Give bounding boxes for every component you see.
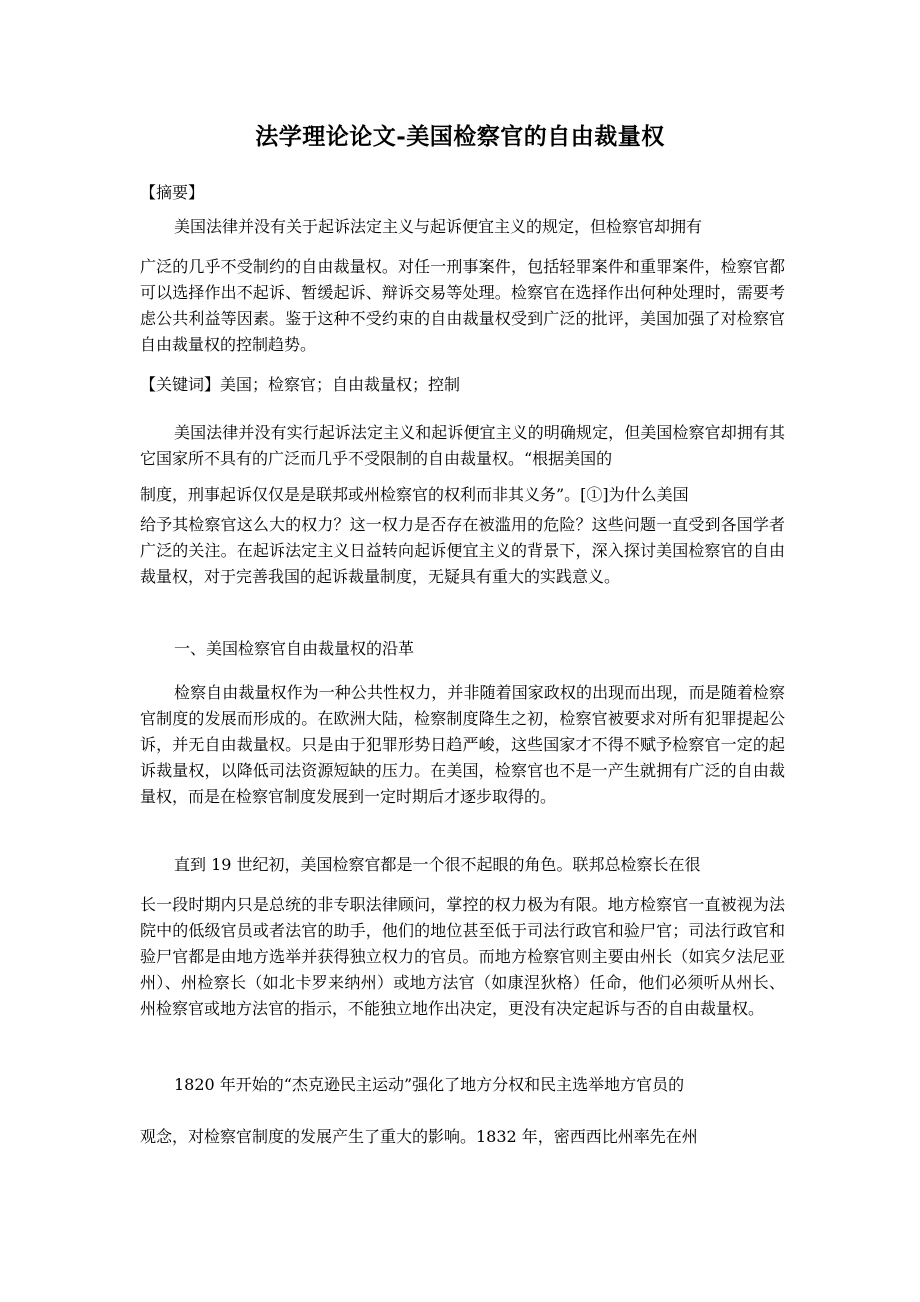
abstract-label: 【摘要】	[140, 183, 205, 202]
section1-paragraph3-line2: 观念，对检察官制度的发展产生了重大的影响。1832 年，密西西比州率先在州	[140, 1127, 698, 1146]
section1-paragraph2-body: 长一段时期内只是总统的非专职法律顾问，掌控的权力极为有限。地方检察官一直被视为法院中的低级官员或者法官的助手，他们的地位甚至低于司法行政官和验尸官；司法行政官和验尸官都是由地方选举并获得独立权力的官员。而地方检察官则主要由州长（如宾夕法尼亚州）、州检察长（如北卡罗来纳州）或地方法官（如康涅狄格）任命，他们必须听从州长、州检察官或地方法官的指示，不能独立地作出决定，更没有决定起诉与否的自由裁量权。	[140, 895, 785, 1018]
intro-paragraph-part3: 给予其检察官这么大的权力？这一权力是否存在被滥用的危险？这些问题一直受到各国学者广泛的关注。在起诉法定主义日益转向起诉便宜主义的背景下，深入探讨美国检察官的自由裁量权，对于完善我国的起诉裁量制度，无疑具有重大的实践意义。	[140, 515, 785, 586]
abstract-first-line: 美国法律并没有关于起诉法定主义与起诉便宜主义的规定，但检察官却拥有	[174, 217, 703, 236]
document-title: 法学理论论文-美国检察官的自由裁量权	[255, 123, 665, 150]
section-heading: 一、美国检察官自由裁量权的沿革	[174, 639, 415, 658]
section1-paragraph3-line1: 1820 年开始的“杰克逊民主运动”强化了地方分权和民主选举地方官员的	[174, 1075, 685, 1094]
intro-paragraph-part1: 美国法律并没有实行起诉法定主义和起诉便宜主义的明确规定，但美国检察官却拥有其它国家所不具有的广泛而几乎不受限制的自由裁量权。“根据美国的	[140, 423, 785, 468]
keywords-line: 【关键词】美国；检察官；自由裁量权；控制	[140, 375, 461, 394]
abstract-body: 广泛的几乎不受制约的自由裁量权。对任一刑事案件，包括轻罪案件和重罪案件，检察官都可以选择作出不起诉、暂缓起诉、辩诉交易等处理。检察官在选择作出何种处理时，需要考虑公共利益等因素。鉴于这种不受约束的自由裁量权受到广泛的批评，美国加强了对检察官自由裁量权的控制趋势。	[140, 257, 785, 354]
section1-paragraph1: 检察自由裁量权作为一种公共性权力，并非随着国家政权的出现而出现，而是随着检察官制度的发展而形成的。在欧洲大陆，检察制度降生之初，检察官被要求对所有犯罪提起公诉，并无自由裁量权。只是由于犯罪形势日趋严峻，这些国家才不得不赋予检察官一定的起诉裁量权，以降低司法资源短缺的压力。在美国，检察官也不是一产生就拥有广泛的自由裁量权，而是在检察官制度发展到一定时期后才逐步取得的。	[140, 683, 785, 806]
intro-paragraph-part2: 制度，刑事起诉仅仅是是联邦或州检察官的权利而非其义务”。[①]为什么美国	[140, 485, 689, 504]
section1-paragraph2-line1: 直到 19 世纪初，美国检察官都是一个很不起眼的角色。联邦总检察长在很	[174, 855, 701, 874]
